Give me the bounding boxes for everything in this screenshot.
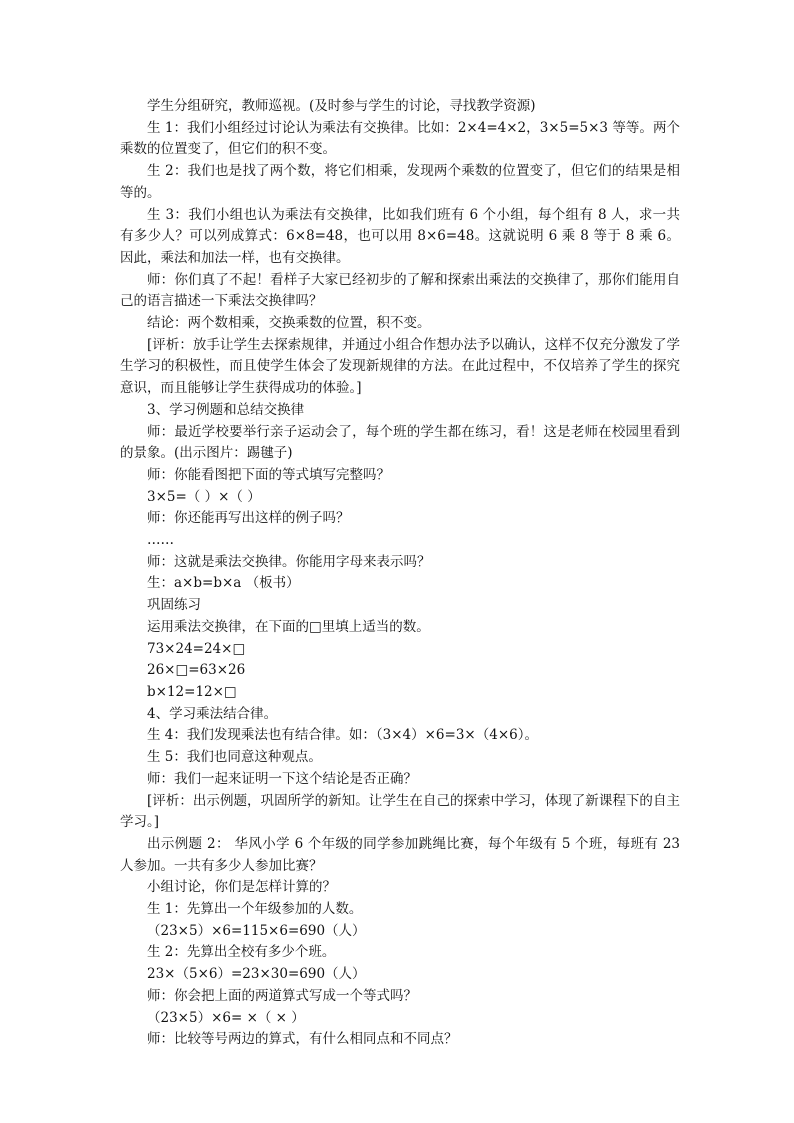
paragraph-more-examples-question: 师：你还能再写出这样的例子吗？ — [147, 510, 350, 527]
paragraph-group-research: 学生分组研究，教师巡视。(及时参与学生的讨论，寻找教学资源) — [147, 98, 536, 114]
paragraph-compare-question: 师：比较等号两边的算式，有什么相同点和不同点？ — [147, 1031, 458, 1048]
paragraph-conclusion: 结论：两个数相乘，交换乘数的位置，积不变。 — [147, 315, 431, 332]
equation-method-2: 23×（5×6）=23×30=690（人） — [147, 966, 366, 983]
paragraph-commentary-1: [评析：放手让学生去探索规律，并通过小组合作想办法予以确认，这样不仅充分激发了学生学习的积极性，而且使学生体会了发现新规律的方法。在此过程中，不仅培养了学生的探究意识，而且能够让学生获得成功的体验。] — [120, 336, 680, 397]
paragraph-student5-agree: 生 5：我们也同意这种观点。 — [147, 749, 322, 766]
paragraph-group-discussion: 小组讨论，你们是怎样计算的？ — [147, 879, 336, 896]
section-heading-practice: 巩固练习 — [147, 597, 201, 614]
exercise-line-1: 73×24=24×□ — [147, 640, 246, 657]
paragraph-student1-method: 生 1：先算出一个年级参加的人数。 — [147, 901, 363, 918]
paragraph-teacher-prove: 师：我们一起来证明一下这个结论是否正确？ — [147, 770, 417, 787]
paragraph-practice-instruction: 运用乘法交换律，在下面的□里填上适当的数。 — [147, 618, 430, 635]
paragraph-combine-question: 师：你会把上面的两道算式写成一个等式吗？ — [147, 987, 417, 1004]
paragraph-student2-commutative: 生 2：我们也是找了两个数，将它们相乘，发现两个乘数的位置变了，但它们的结果是相等的。 — [120, 163, 680, 201]
paragraph-sports-meet: 师：最近学校要举行亲子运动会了，每个班的学生都在练习，看！这是老师在校园里看到的景象。(出示图片：踢毽子) — [120, 423, 680, 462]
paragraph-student4-associative: 生 4：我们发现乘法也有结合律。如：（3×4）×6=3×（4×6）。 — [147, 727, 538, 744]
paragraph-student1-commutative: 生 1：我们小组经过讨论认为乘法有交换律。比如：2×4=4×2，3×5=5×3 等等。两个乘数的位置变了，但它们的积不变。 — [120, 119, 680, 158]
ellipsis-line: …… — [147, 532, 174, 549]
paragraph-letter-formula: 生：a×b=b×a （板书） — [147, 575, 300, 592]
equation-method-1: （23×5）×6=115×6=690（人） — [147, 922, 366, 939]
section-heading-4: 4、学习乘法结合律。 — [147, 705, 278, 722]
paragraph-fill-equation-question: 师：你能看图把下面的等式填写完整吗？ — [147, 466, 390, 483]
document-body — [120, 96, 680, 1051]
section-heading-3: 3、学习例题和总结交换律 — [147, 401, 305, 418]
equation-combined-blank: （23×5）×6= ×（ × ） — [147, 1009, 305, 1026]
paragraph-student2-method: 生 2：先算出全校有多少个班。 — [147, 944, 336, 961]
paragraph-commentary-2: [评析：出示例题，巩固所学的新知。让学生在自己的探索中学习，体现了新课程下的自主学习。] — [120, 792, 680, 831]
paragraph-student3-commutative: 生 3：我们小组也认为乘法有交换律，比如我们班有 6 个小组，每个组有 8 人，求一共有多少人？可以列成算式：6×8=48，也可以用 8×6=48。这就说明 6 乘 8 等于 8 乘 6。因此，乘法和加法一样，也有交换律。 — [120, 206, 680, 266]
exercise-line-3: b×12=12×□ — [147, 683, 237, 700]
exercise-line-2: 26×□=63×26 — [147, 662, 246, 679]
equation-blank-3x5: 3×5=（ ）×（ ） — [147, 488, 261, 505]
paragraph-letter-representation-question: 师：这就是乘法交换律。你能用字母来表示吗？ — [147, 553, 431, 570]
paragraph-teacher-praise: 师：你们真了不起！看样子大家已经初步的了解和探索出乘法的交换律了，那你们能用自己的语言描述一下乘法交换律吗？ — [120, 271, 680, 310]
paragraph-example-2: 出示例题 2： 华风小学 6 个年级的同学参加跳绳比赛，每个年级有 5 个班，每班有 23 人参加。一共有多少人参加比赛？ — [120, 835, 680, 874]
